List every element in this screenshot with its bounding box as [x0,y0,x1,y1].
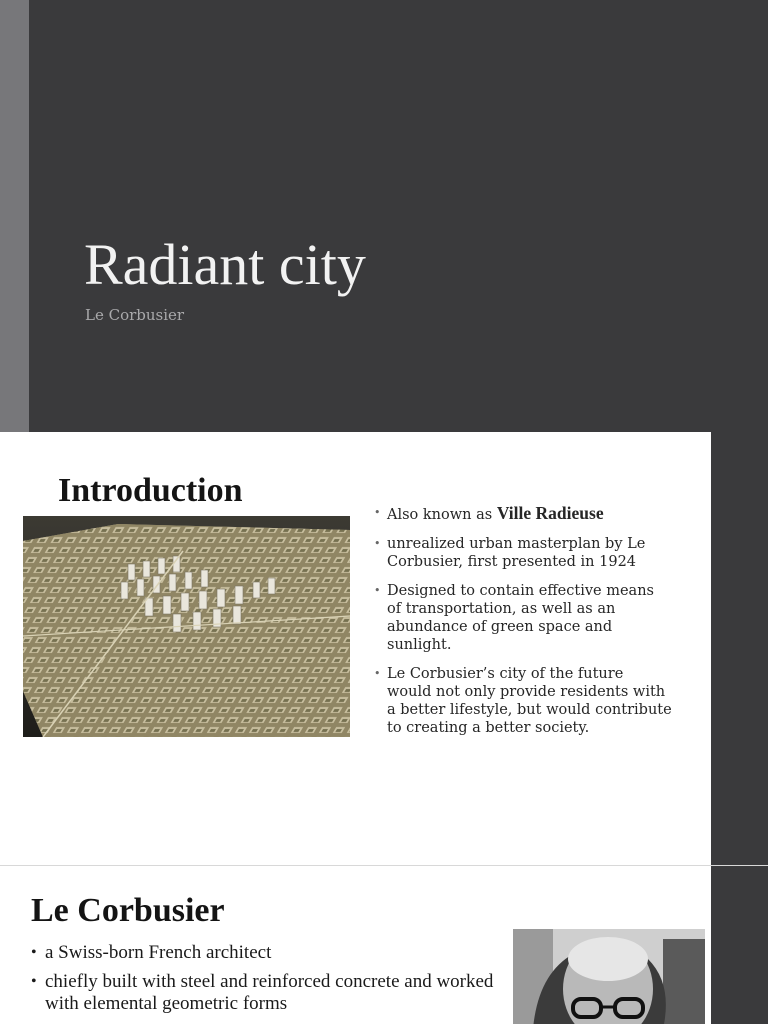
list-item [372,665,672,737]
list-item [372,535,672,571]
bullet-text: chiefly built with steel and reinforced concrete and worked with elemental geometric forms [45,971,494,1014]
slide-title: Radiant city [84,232,366,297]
introduction-slide [0,432,768,865]
bullet-bold-text: Ville Radieuse [496,503,604,523]
portrait-photo [513,929,705,1024]
side-bar [711,432,768,865]
list-item [372,582,672,654]
le-corbusier-heading: Le Corbusier [31,892,225,929]
le-corbusier-slide [0,866,768,1024]
bullet-text: Le Corbusier’s city of the future would not only provide residents with a better lifestyle, but would contribute to creating a better society. [387,666,672,736]
bullet-text: Designed to contain effective means of transportation, as well as an abundance of green space and sunlight. [387,583,654,653]
bullet-icon: • [374,667,381,680]
list-item [31,971,501,1015]
city-model-photo [23,516,350,737]
bullet-icon: • [374,584,381,597]
title-slide [0,0,768,432]
portrait-image [513,929,705,1024]
slide-subtitle: Le Corbusier [85,306,185,324]
bullet-text: unrealized urban masterplan by Le Corbusier, first presented in 1924 [387,536,646,570]
bullet-text: Also known as [387,507,497,523]
bullet-icon: • [374,506,381,519]
city-model-image [23,516,350,737]
list-item [372,504,672,524]
bullet-icon: • [31,973,37,990]
bullet-icon: • [31,944,37,961]
bullet-icon: • [374,537,381,550]
introduction-heading: Introduction [58,472,243,509]
introduction-bullet-list [372,504,672,748]
list-item [31,942,501,964]
side-bar [711,866,768,1024]
bullet-text: a Swiss-born French architect [45,942,272,963]
le-corbusier-bullet-list [31,942,501,1022]
accent-bar [0,0,29,432]
